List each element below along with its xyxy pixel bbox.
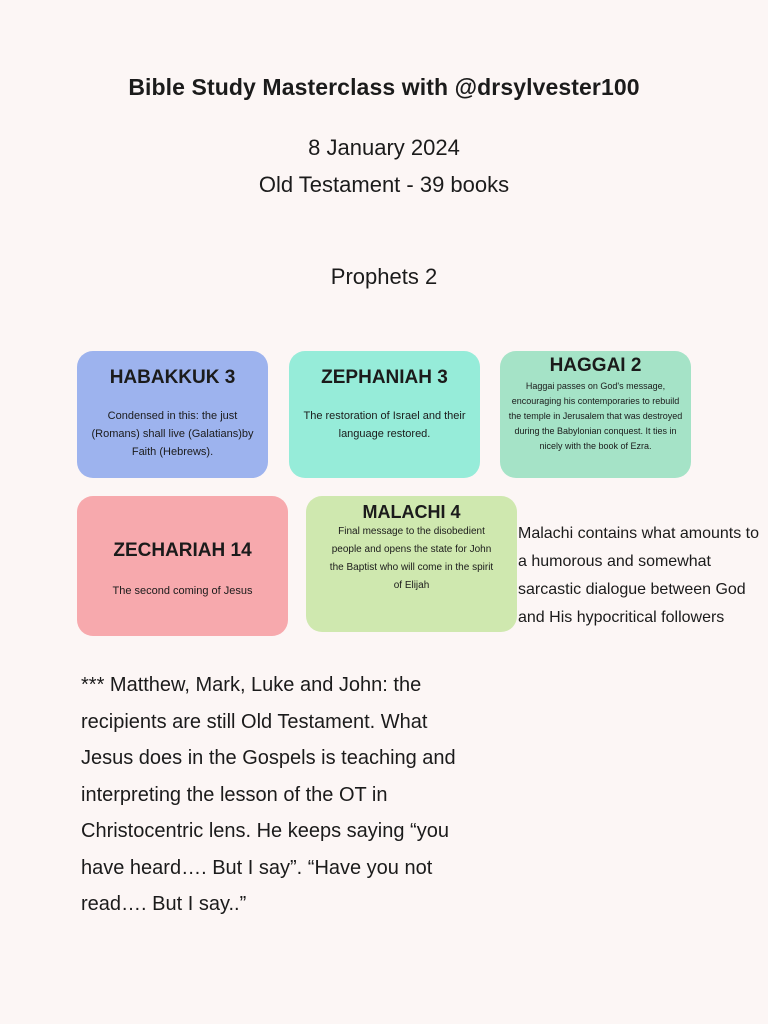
card-malachi	[306, 496, 517, 632]
card-title: HABAKKUK 3	[109, 367, 236, 388]
card-zechariah	[77, 496, 288, 636]
subtitle-line: Old Testament - 39 books	[258, 172, 510, 197]
page-title: Bible Study Masterclass with @drsylvester100	[128, 74, 640, 100]
card-title: MALACHI 4	[362, 502, 461, 522]
malachi-note: Malachi contains what amounts to a humorous and somewhat sarcastic dialogue between God and His hypocritical followers	[518, 525, 760, 626]
date-line: 8 January 2024	[308, 135, 460, 160]
card-title: HAGGAI 2	[549, 355, 642, 376]
card-body: The second coming of Jesus	[112, 585, 253, 597]
card-haggai	[500, 351, 691, 478]
card-title: ZEPHANIAH 3	[321, 367, 448, 388]
card-habakkuk	[77, 351, 268, 478]
footnote: *** Matthew, Mark, Luke and John: the recipients are still Old Testament. What Jesus does in the Gospels is teaching and interpreting the lesson of the OT in Christocentric lens. He keeps saying “you have heard…. But I say”. “Have you not read…. But I say..”	[81, 674, 456, 915]
card-body: Final message to the disobedient people and opens the state for John the Baptist who will come in the spirit of Elijah	[329, 526, 494, 591]
card-title: ZECHARIAH 14	[113, 540, 252, 561]
card-zephaniah	[289, 351, 480, 478]
section-heading: Prophets 2	[330, 264, 438, 289]
card-body: Condensed in this: the just (Romans) shall live (Galatians)by Faith (Hebrews).	[91, 410, 254, 458]
card-body: The restoration of Israel and their language restored.	[303, 410, 466, 440]
card-body: Haggai passes on God's message, encouraging his contemporaries to rebuild the temple in Jerusalem that was destroyed during the Babylonian conquest. It ties in nicely with the book of Ezra.	[508, 381, 683, 451]
